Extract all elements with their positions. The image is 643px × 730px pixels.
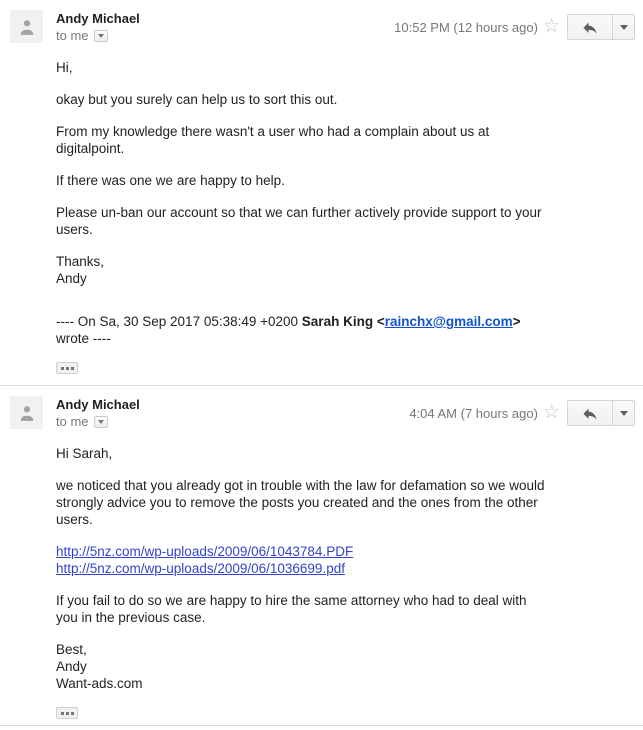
show-details-dropdown[interactable] xyxy=(94,30,108,42)
ellipsis-icon xyxy=(61,712,64,715)
recipient-label: to me xyxy=(56,414,89,429)
ellipsis-icon xyxy=(71,367,74,370)
message-paragraph xyxy=(56,59,635,76)
show-trimmed-content-button[interactable] xyxy=(56,362,78,374)
dropdown-caret-icon xyxy=(620,25,628,30)
pdf-link[interactable]: http://5nz.com/wp-uploads/2009/06/1043784.PDF xyxy=(56,544,354,559)
recipient-label: to me xyxy=(56,28,89,43)
link-line xyxy=(56,543,635,560)
message-line: Please un-ban our account so that we can further actively provide support to your xyxy=(56,205,542,220)
quote-line xyxy=(56,313,635,330)
message-links xyxy=(56,543,635,577)
reply-arrow-icon xyxy=(581,405,599,421)
chevron-down-icon xyxy=(98,34,104,38)
ellipsis-icon xyxy=(66,367,69,370)
ellipsis-icon xyxy=(61,367,64,370)
message-line: we noticed that you already got in trouble with the law for defamation so we would xyxy=(56,478,545,493)
message-line: users. xyxy=(56,222,93,237)
message-paragraph xyxy=(56,172,635,189)
dropdown-caret-icon xyxy=(620,411,628,416)
message-line: you in the previous case. xyxy=(56,610,206,625)
message-line: Thanks, xyxy=(56,254,105,269)
ellipsis-icon xyxy=(71,712,74,715)
reply-button-group xyxy=(567,14,635,40)
message-line: Hi Sarah, xyxy=(56,446,113,461)
message-line: users. xyxy=(56,512,93,527)
link-line xyxy=(56,560,635,577)
star-icon[interactable]: ☆ xyxy=(542,16,560,37)
quoted-email-link[interactable]: rainchx@gmail.com xyxy=(384,314,513,329)
chevron-down-icon xyxy=(98,420,104,424)
message-line: Want-ads.com xyxy=(56,676,143,691)
message-line: Andy xyxy=(56,271,87,286)
sender-name: Andy Michael xyxy=(56,397,140,412)
show-details-dropdown[interactable] xyxy=(94,416,108,428)
message-line: strongly advice you to remove the posts you created and the ones from the other xyxy=(56,495,538,510)
message-line: From my knowledge there wasn't a user who had a complain about us at xyxy=(56,124,490,139)
message-line: okay but you surely can help us to sort this out. xyxy=(56,92,338,107)
quote-author: Sarah King xyxy=(301,314,377,329)
show-trimmed-content-button[interactable] xyxy=(56,707,78,719)
email-message-2 xyxy=(0,385,643,725)
more-reply-options-button[interactable] xyxy=(612,15,634,39)
sender-avatar[interactable] xyxy=(10,10,43,43)
message-signature xyxy=(56,641,635,692)
message-paragraph xyxy=(56,477,635,528)
message-line: If there was one we are happy to help. xyxy=(56,173,285,188)
message-paragraph xyxy=(56,123,635,157)
email-1-header xyxy=(0,0,643,44)
quote-angle-open: < xyxy=(376,314,385,329)
email-1-body xyxy=(56,59,635,374)
message-paragraph xyxy=(56,204,635,238)
quote-line: wrote ---- xyxy=(56,331,111,346)
more-reply-options-button[interactable] xyxy=(612,401,634,425)
message-line: If you fail to do so we are happy to hire the same attorney who had to deal with xyxy=(56,593,527,608)
pdf-link[interactable]: http://5nz.com/wp-uploads/2009/06/1036699.pdf xyxy=(56,561,345,576)
timestamp: 4:04 AM (7 hours ago) xyxy=(409,405,538,421)
message-signature xyxy=(56,253,635,287)
quote-prefix: ---- On Sa, 30 Sep 2017 05:38:49 +0200 xyxy=(56,314,302,329)
message-line: Best, xyxy=(56,642,87,657)
message-line: digitalpoint. xyxy=(56,141,125,156)
timestamp: 10:52 PM (12 hours ago) xyxy=(394,19,538,35)
reply-button-group xyxy=(567,400,635,426)
email-2-header xyxy=(0,386,643,430)
person-icon xyxy=(16,16,38,38)
message-line: Andy xyxy=(56,659,87,674)
quoted-reply-header xyxy=(56,313,635,347)
reply-button[interactable] xyxy=(568,401,612,425)
reply-button[interactable] xyxy=(568,15,612,39)
sender-avatar[interactable] xyxy=(10,396,43,429)
reply-arrow-icon xyxy=(581,19,599,35)
message-paragraph xyxy=(56,592,635,626)
message-paragraph xyxy=(56,91,635,108)
email-2-body xyxy=(56,445,635,719)
message-paragraph xyxy=(56,445,635,462)
message-line: Hi, xyxy=(56,60,73,75)
quote-angle-close: > xyxy=(512,314,521,329)
star-icon[interactable]: ☆ xyxy=(542,402,560,423)
sender-name: Andy Michael xyxy=(56,11,140,26)
ellipsis-icon xyxy=(66,712,69,715)
person-icon xyxy=(16,402,38,424)
thread-divider xyxy=(0,725,643,730)
